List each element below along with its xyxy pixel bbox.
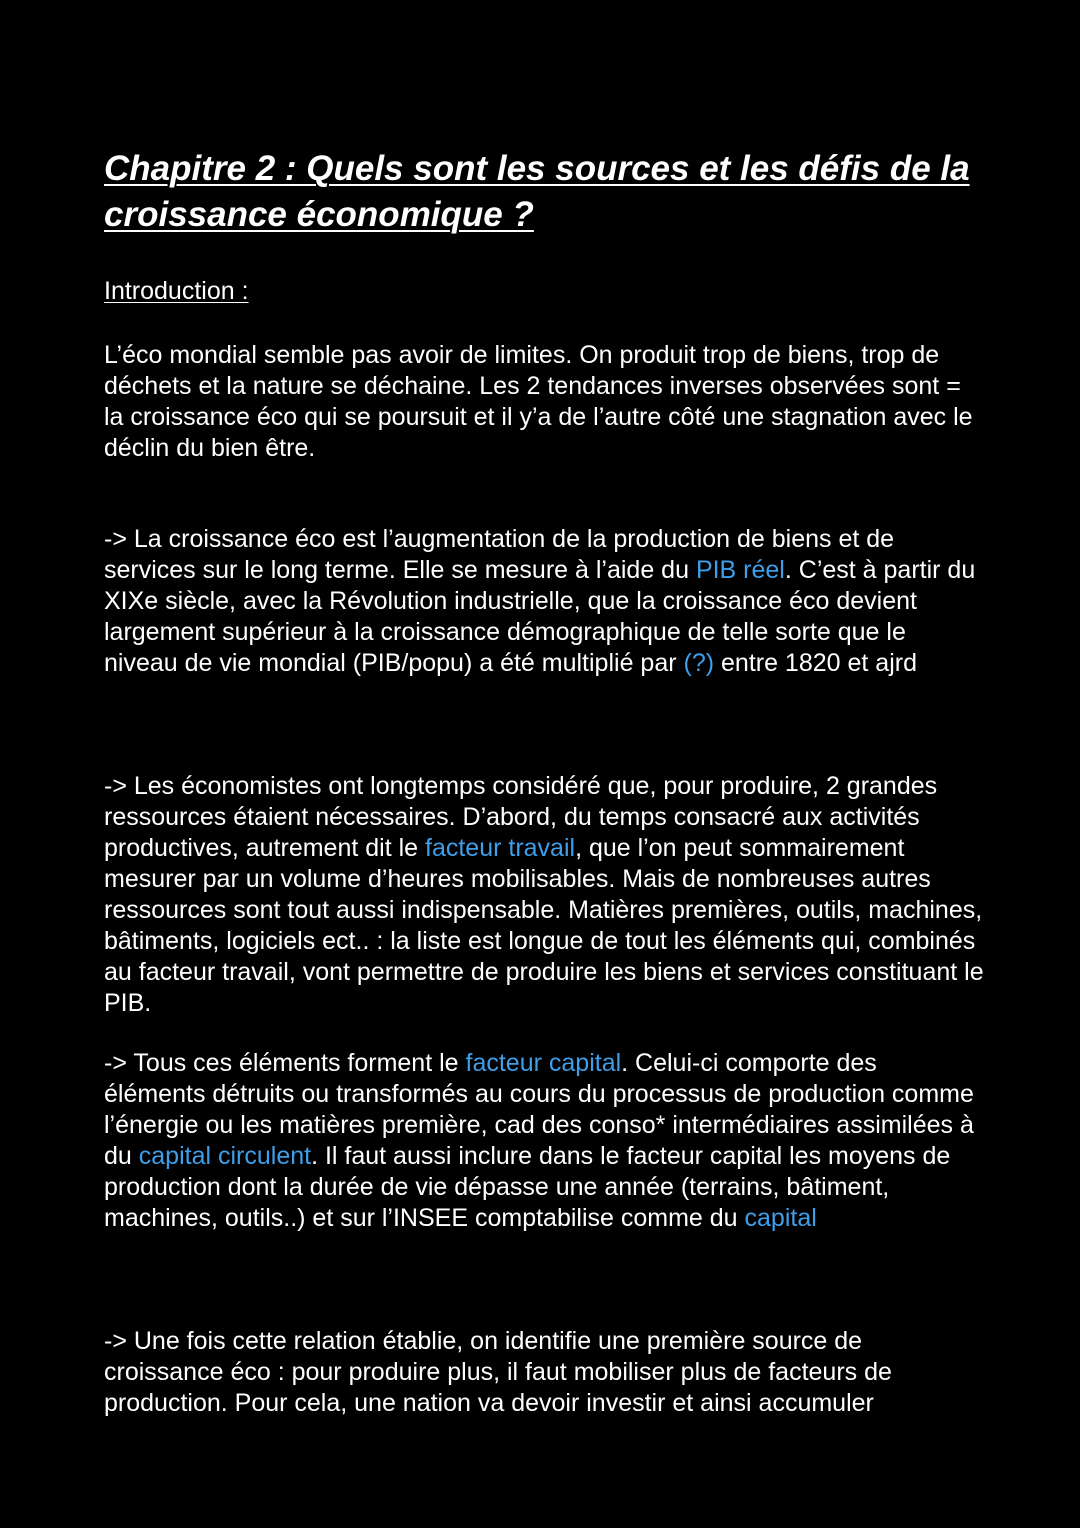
paragraph-text: -> La croissance éco est l’augmentation de la production de biens et de services sur le long terme. Elle se mesure à l’aide du — [104, 525, 895, 584]
paragraph-text: entre 1820 et ajrd — [714, 649, 917, 677]
paragraph-croissance — [104, 524, 984, 679]
term-capital: capital — [744, 1204, 817, 1232]
paragraph-text: , que l’on peut sommairement mesurer par un volume d’heures mobilisables. Mais de nombreuses autres ressources sont tout aussi indispensable. Matières premières, outils, machines, bâtiments, logiciels ect.. : la liste est longue de tout les éléments qui, combinés au facteur travail, vont permettre de produire les biens et services constituant le PIB. — [104, 834, 984, 1017]
paragraph-text: . Celui-ci comporte des éléments détruits ou transformés au cours du processus de production comme l’énergie ou les matières première, cad des conso* intermédiaires assimilées à du — [104, 1049, 974, 1170]
term-capital-circulent: capital circulent — [138, 1142, 312, 1170]
chapter-title: Chapitre 2 : Quels sont les sources et les défis de la croissance économique ? — [104, 149, 970, 234]
paragraph-capital — [104, 1048, 984, 1234]
document-page — [104, 146, 1004, 1417]
term-facteur-capital: facteur capital — [465, 1049, 622, 1077]
paragraph-text: . Il faut aussi inclure dans le facteur capital les moyens de production dont la durée de vie dépasse une année (terrains, bâtiment, machines, outils..) et sur l’INSEE comptabilise comme du — [104, 1142, 951, 1232]
paragraph-intro — [104, 340, 984, 464]
paragraph-text: -> Une fois cette relation établie, on identifie une première source de croissance éco : pour produire plus, il faut mobiliser plus de facteurs de production. Pour cela, une nation va devoir investir et ainsi accumuler — [104, 1327, 892, 1417]
term-pib-reel: PIB réel — [695, 556, 785, 584]
term-facteur-travail: facteur travail — [425, 834, 576, 862]
paragraph-source — [104, 1326, 984, 1419]
paragraph-ressources — [104, 771, 984, 1019]
paragraph-text: -> Les économistes ont longtemps considéré que, pour produire, 2 grandes ressources étaient nécessaires. D’abord, du temps consacré aux activités productives, autrement dit le — [104, 772, 938, 862]
paragraph-text: . C’est à partir du XIXe siècle, avec la Révolution industrielle, que la croissance éco devient largement supérieur à la croissance démographique de telle sorte que le niveau de vie mondial (PIB/popu) a été multiplié par — [104, 556, 976, 677]
paragraph-text: -> Tous ces éléments forment le — [104, 1049, 466, 1077]
introduction-heading: Introduction : — [104, 277, 249, 305]
paragraph-text: L’éco mondial semble pas avoir de limites. On produit trop de biens, trop de déchets et la nature se déchaine. Les 2 tendances inverses observées sont = la croissance éco qui se poursuit et il y’a de l’autre côté une stagnation avec le déclin du bien être. — [104, 341, 973, 462]
term-question: (?) — [683, 649, 715, 677]
